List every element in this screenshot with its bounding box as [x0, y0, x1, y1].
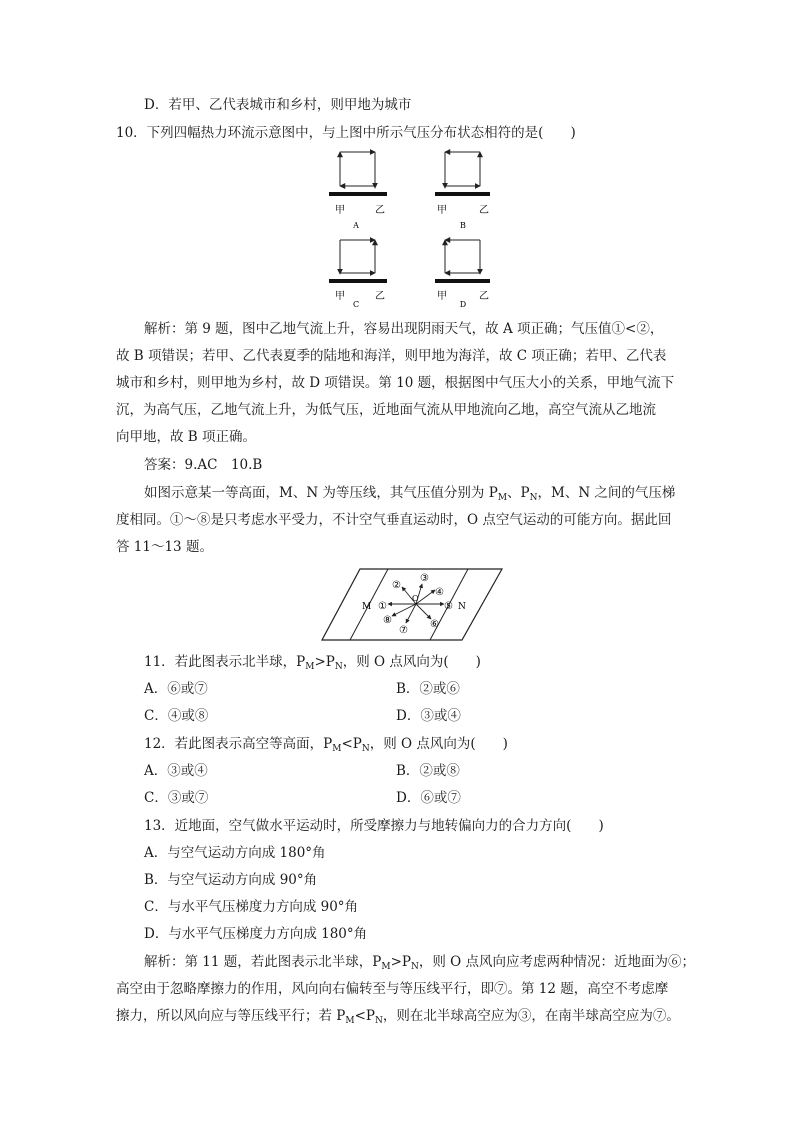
q11-option-a: A．⑥或⑦ [144, 681, 208, 697]
label-n: N [458, 602, 466, 612]
q12-stem: 12．若此图表示高空等高面，$P_M<P_N$，则 O 点风向为( ) [144, 736, 508, 754]
analysis2-line2: 高空由于忽略摩擦力的作用，风向向右偏转至与等压线平行，即⑦。第 12 题，高空不考虑摩 [116, 981, 669, 997]
q11-option-c: C．④或⑧ [144, 708, 209, 724]
analysis2-line1: 解析：第 11 题，若此图表示北半球，$P_M>P_N$，则 O 点风向应考虑两种情况：近地面为⑥； [144, 954, 696, 972]
label-yi: 乙 [479, 205, 489, 216]
q12-option-b: B．②或⑧ [396, 763, 460, 779]
dir-1: ① [378, 601, 387, 612]
answer-line: 答案：9.AC 10.B [144, 457, 263, 473]
diagram-a [329, 152, 387, 230]
caption-c: C [352, 300, 360, 308]
intro-line2: 度相同。①～⑧是只考虑水平受力，不计空气垂直运动时，O 点空气运动的可能方向。据此回 [116, 512, 672, 528]
q11-option-d: D．③或④ [396, 708, 461, 724]
plane-outline [322, 569, 502, 640]
ground-bar [329, 279, 387, 283]
q13-stem: 13．近地面，空气做水平运动时，所受摩擦力与地转偏向力的合力方向( ) [144, 818, 604, 834]
caption-a: A [353, 221, 359, 230]
diagram-d [435, 240, 490, 308]
ground-bar [329, 192, 387, 196]
analysis1-line3: 城市和乡村，则甲地为乡村，故 D 项错误。第 10 题，根据图中气压大小的关系，甲地气流下 [116, 375, 675, 391]
intro-line1: 如图示意某一等高面，M、N 为等压线，其气压值分别为 $P_M$、$P_N$，M、N 之间的气压梯 [144, 485, 676, 503]
q12-option-c: C．③或⑦ [144, 790, 209, 806]
q13-option-d: D．与水平气压梯度力方向成 180°角 [144, 926, 368, 942]
dir-5: ⑤ [444, 601, 453, 612]
label-yi: 乙 [479, 291, 489, 302]
q13-option-c: C．与水平气压梯度力方向成 90°角 [144, 899, 359, 915]
analysis1-line4: 沉，为高气压，乙地气流上升，为低气压，近地面气流从甲地流向乙地，高空气流从乙地流 [116, 402, 656, 418]
label-m: M [362, 602, 372, 612]
analysis1-line2: 故 B 项错误；若甲、乙代表夏季的陆地和海洋，则甲地为海洋，故 C 项正确；若甲、乙代表 [116, 348, 667, 364]
q10-stem: 10．下列四幅热力环流示意图中，与上图中所示气压分布状态相符的是( ) [116, 125, 576, 141]
caption-b: B [460, 221, 466, 230]
label-jia: 甲 [437, 205, 447, 216]
intro-line3: 答 11～13 题。 [116, 539, 213, 555]
q9-option-d: D．若甲、乙代表城市和乡村，则甲地为城市 [144, 97, 412, 113]
q13-option-b: B．与空气运动方向成 90°角 [144, 872, 318, 888]
dir-6: ⑥ [430, 619, 439, 630]
label-yi: 乙 [375, 205, 385, 216]
q10-diagrams [325, 146, 500, 308]
isobar-figure [320, 567, 505, 643]
analysis2-line3: 擦力，所以风向应与等压线平行；若 $P_M<P_N$，则在北半球高空应为③，在南半球高空应为⑦。 [116, 1008, 680, 1026]
q11-stem: 11．若此图表示北半球，$P_M>P_N$，则 O 点风向为( ) [144, 654, 481, 672]
diagram-c [329, 240, 387, 308]
analysis1-line1: 解析：第 9 题，图中乙地气流上升，容易出现阴雨天气，故 A 项正确；气压值①<②， [144, 321, 664, 337]
dir-8: ⑧ [383, 615, 392, 626]
label-jia: 甲 [437, 291, 447, 302]
dir-7: ⑦ [399, 625, 408, 636]
label-jia: 甲 [335, 205, 345, 216]
ground-bar [435, 279, 490, 283]
diagram-b [435, 152, 490, 230]
q13-option-a: A．与空气运动方向成 180°角 [144, 845, 326, 861]
q12-option-a: A．③或④ [144, 763, 208, 779]
ground-bar [435, 192, 490, 196]
label-yi: 乙 [375, 291, 385, 302]
dir-4: ④ [435, 587, 444, 598]
dir-2: ② [392, 580, 401, 591]
dir-3: ③ [420, 573, 429, 584]
q11-option-b: B．②或⑥ [396, 681, 460, 697]
label-o: O [412, 594, 419, 603]
label-jia: 甲 [335, 291, 345, 302]
analysis1-line5: 向甲地，故 B 项正确。 [116, 429, 257, 445]
q12-option-d: D．⑥或⑦ [396, 790, 461, 806]
caption-d: D [459, 300, 467, 308]
